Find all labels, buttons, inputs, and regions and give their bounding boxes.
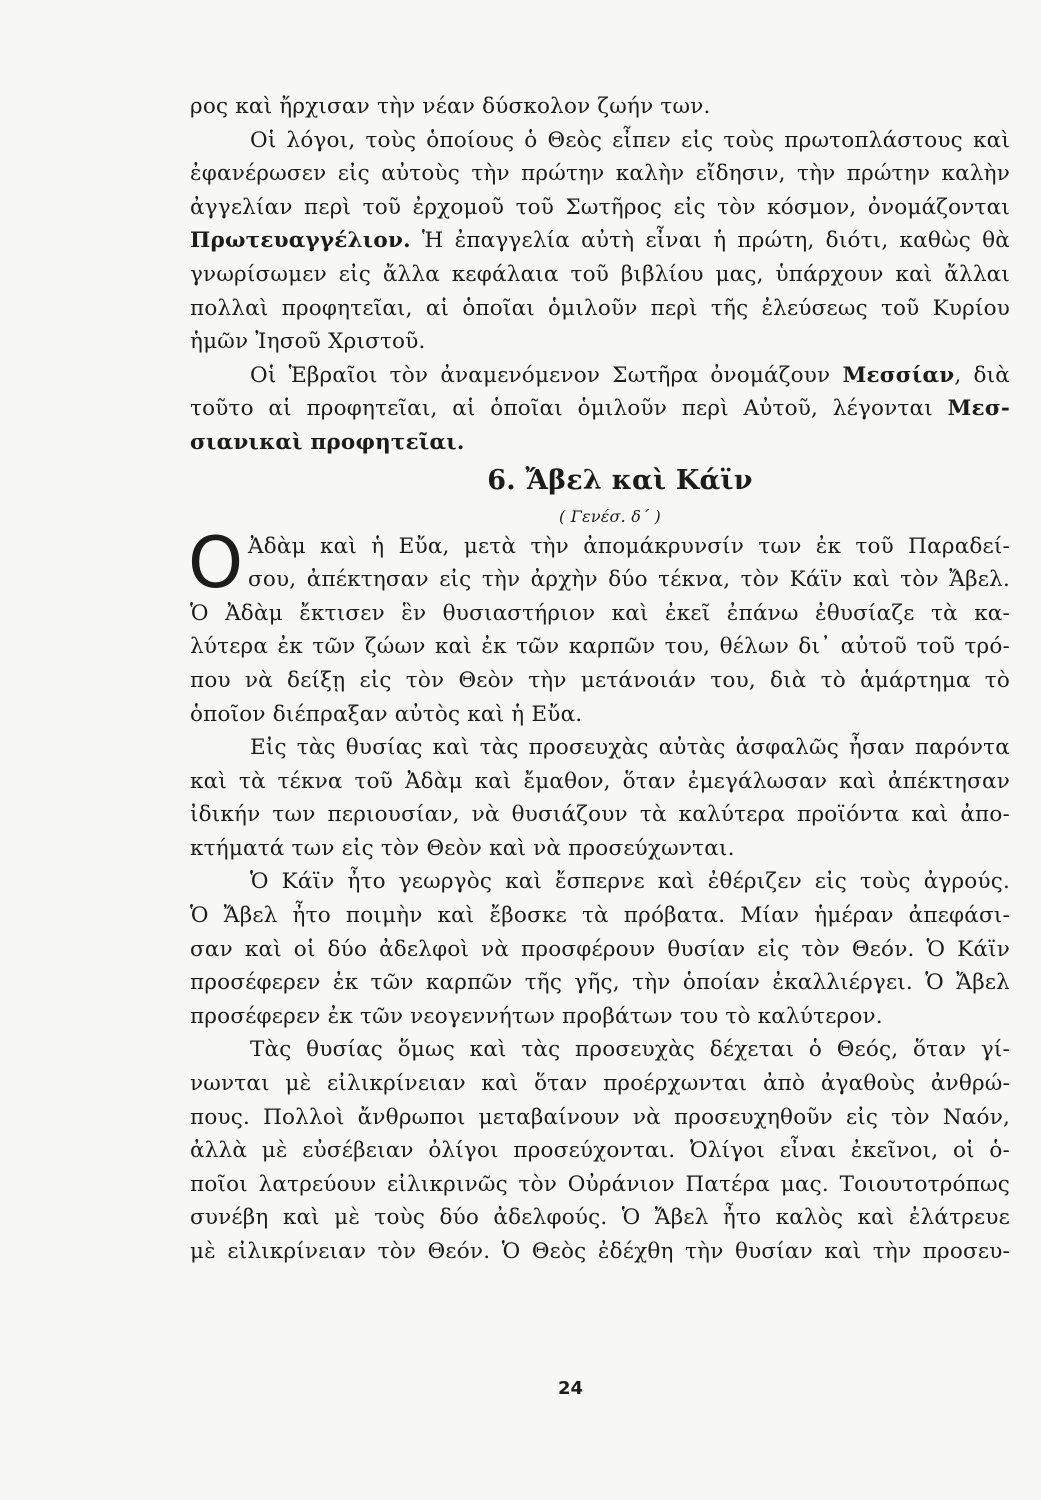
text-line: πολλαὶ προφητεῖαι, αἱ ὁποῖαι ὁμιλοῦν περὶ τῆς ἐλεύσεως τοῦ Κυρίου <box>190 295 1010 321</box>
dropcap-letter: Ο <box>188 521 244 604</box>
text-line: ἡμῶν Ἰησοῦ Χριστοῦ. <box>190 329 426 355</box>
text-line: λύτερα ἐκ τῶν ζώων καὶ ἐκ τῶν καρπῶν του, θέλων δι᾽ αὐτοῦ τοῦ τρό- <box>190 634 1010 660</box>
text-line: ὁποῖον διέπραξαν αὐτὸς καὶ ἡ Εὔα. <box>190 701 583 727</box>
text-span: Ἡ ἐπαγγελία αὐτὴ εἶναι ἡ πρώτη, διότι, καθὼς θὰ <box>410 228 1010 254</box>
text-line: καὶ τὰ τέκνα τοῦ Ἀδὰμ καὶ ἔμαθον, ὅταν ἐμεγάλωσαν καὶ ἀπέκτησαν <box>190 768 1010 794</box>
text-line <box>190 392 1010 426</box>
text-line: ρος καὶ ἤρχισαν τὴν νέαν δύσκολον ζωήν των. <box>190 94 711 119</box>
text-line <box>190 224 1010 258</box>
text-line: Εἰς τὰς θυσίας καὶ τὰς προσευχὰς αὐτὰς ἀσφαλῶς ἦσαν παρόντα <box>250 735 1010 761</box>
text-line: Ὁ Ἀδὰμ ἔκτισεν ἓν θυσιαστήριον καὶ ἐκεῖ ἐπάνω ἐθυσίαζε τὰ κα- <box>190 600 1010 626</box>
term-protoevangelion: Πρωτευαγγέλιον. <box>190 228 411 254</box>
text-line: ἀλλὰ μὲ εὐσέβειαν ὀλίγοι προσεύχονται. Ὀλίγοι εἶναι ἐκεῖνοι, οἱ ὁ- <box>190 1138 1010 1164</box>
text-line: μὲ εἰλικρίνειαν τὸν Θεόν. Ὁ Θεὸς ἐδέχθη τὴν θυσίαν καὶ τὴν προσευ- <box>190 1239 1010 1264</box>
text-line: σου, ἀπέκτησαν εἰς τὴν ἀρχὴν δύο τέκνα, τὸν Κάϊν καὶ τὸν Ἄβελ. <box>248 567 1010 593</box>
text-line: Ὁ Κάϊν ἦτο γεωργὸς καὶ ἔσπερνε καὶ ἐθέριζεν εἰς τοὺς ἀγρούς. <box>250 869 1010 895</box>
term-messianic: Μεσ- <box>947 396 1010 422</box>
text-line: προσέφερεν ἐκ τῶν νεογεννήτων προβάτων του τὸ καλύτερον. <box>190 1003 883 1029</box>
page-number: 24 <box>557 1378 584 1399</box>
text-line: σιανικαὶ προφητεῖαι. <box>190 429 465 455</box>
page-text <box>190 90 1010 1269</box>
text-line: Ἀδὰμ καὶ ἡ Εὔα, μετὰ τὴν ἀπομάκρυνσίν των ἐκ τοῦ Παραδεί- <box>248 533 1010 559</box>
text-line: ἐφανέρωσεν εἰς αὐτοὺς τὴν πρώτην καλὴν εἴδησιν, τὴν πρώτην καλὴν <box>190 161 1010 187</box>
text-line: ἰδικήν των περιουσίαν, νὰ θυσιάζουν τὰ καλύτερα προϊόντα καὶ ἀπο- <box>190 802 1010 828</box>
term-messias: Μεσσίαν <box>842 362 955 388</box>
section-heading: 6. Ἄβελ καὶ Κάϊν <box>487 464 753 496</box>
text-line: ποῖοι λατρεύουν εἰλικρινῶς τὸν Οὐράνιον Πατέρα μας. Τοιουτοτρόπως <box>190 1171 1010 1197</box>
text-line: Ὁ Ἄβελ ἦτο ποιμὴν καὶ ἔβοσκε τὰ πρόβατα. Μίαν ἡμέραν ἀπεφάσι- <box>190 903 1010 929</box>
text-span: , διὰ <box>954 362 1011 388</box>
section-subheading: ( Γενέσ. δ΄ ) <box>559 506 661 526</box>
text-span: τοῦτο αἱ προφητεῖαι, αἱ ὁποῖαι ὁμιλοῦν περὶ Αὐτοῦ, λέγονται <box>190 396 948 422</box>
text-span: Οἱ Ἑβραῖοι τὸν ἀναμενόμενον Σωτῆρα ὀνομάζουν <box>250 362 843 388</box>
text-line: Οἱ λόγοι, τοὺς ὁποίους ὁ Θεὸς εἶπεν εἰς τοὺς πρωτοπλάστους καὶ <box>250 127 1010 153</box>
text-line <box>190 359 1010 393</box>
dropcap-paragraph <box>188 521 1010 604</box>
text-line: πους. Πολλοὶ ἄνθρωποι μεταβαίνουν νὰ προσευχηθοῦν εἰς τὸν Ναόν, <box>190 1104 1010 1130</box>
text-line: ἀγγελίαν περὶ τοῦ ἐρχομοῦ τοῦ Σωτῆρος εἰς τὸν κόσμον, ὀνομάζονται <box>190 194 1010 220</box>
text-line: γνωρίσωμεν εἰς ἄλλα κεφάλαια τοῦ βιβλίου μας, ὑπάρχουν καὶ ἄλλαι <box>190 261 1010 287</box>
text-line: κτήματά των εἰς τὸν Θεὸν καὶ νὰ προσεύχωνται. <box>190 835 735 861</box>
text-line: συνέβη καὶ μὲ τοὺς δύο ἀδελφούς. Ὁ Ἄβελ ἦτο καλὸς καὶ ἐλάτρευε <box>190 1205 1010 1231</box>
text-line: σαν καὶ οἱ δύο ἀδελφοὶ νὰ προσφέρουν θυσίαν εἰς τὸν Θεόν. Ὁ Κάϊν <box>190 936 1010 962</box>
text-line: Τὰς θυσίας ὅμως καὶ τὰς προσευχὰς δέχεται ὁ Θεός, ὅταν γί- <box>250 1037 1010 1063</box>
text-line: νωνται μὲ εἰλικρίνειαν καὶ ὅταν προέρχωνται ἀπὸ ἀγαθοὺς ἀνθρώ- <box>190 1071 1010 1097</box>
text-line: που νὰ δείξῃ εἰς τὸν Θεὸν τὴν μετάνοιάν του, διὰ τὸ ἁμάρτημα τὸ <box>190 667 1010 693</box>
text-line: προσέφερεν ἐκ τῶν καρπῶν τῆς γῆς, τὴν ὁποίαν ἐκαλλιέργει. Ὁ Ἄβελ <box>190 970 1010 996</box>
